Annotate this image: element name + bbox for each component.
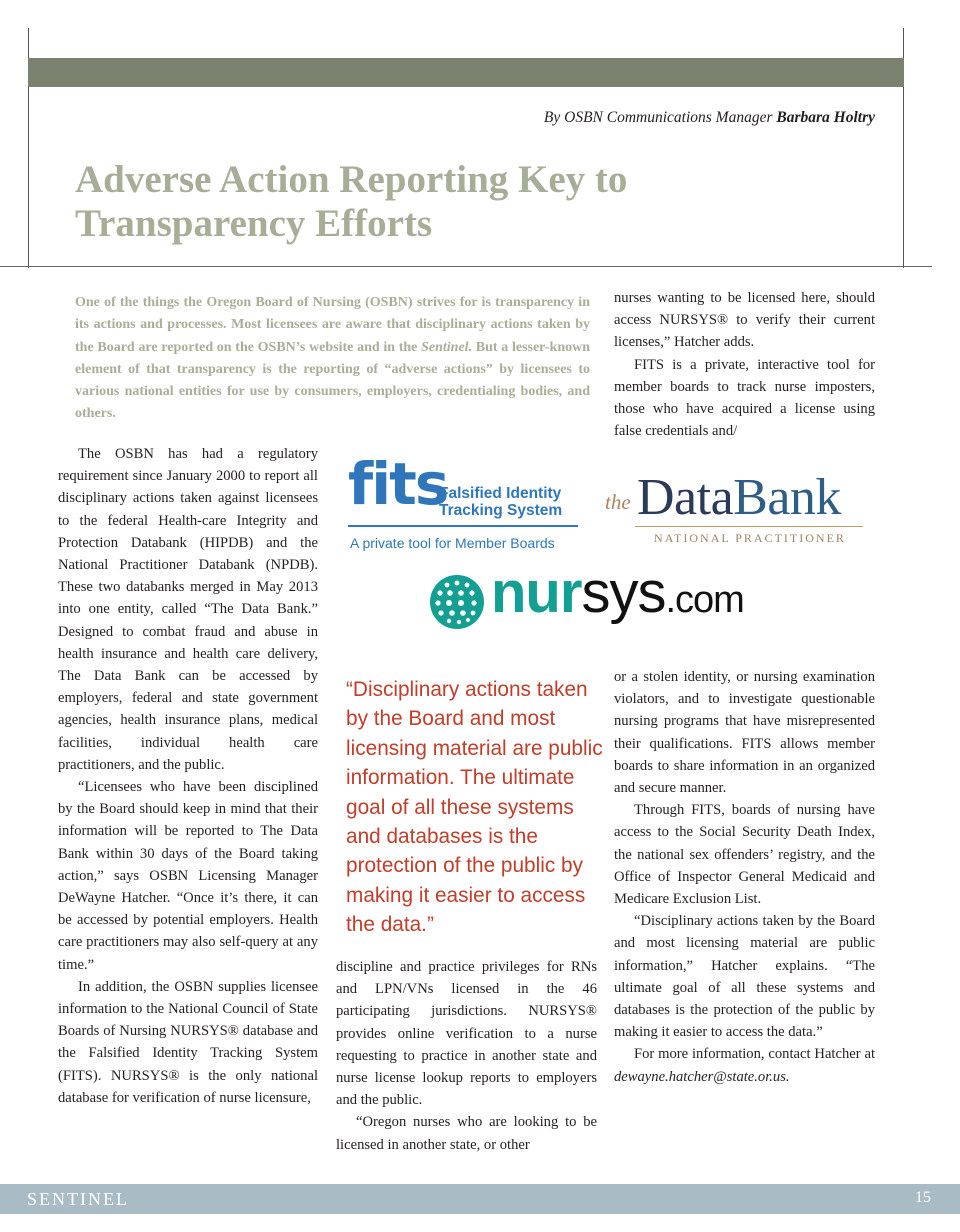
databank-data: Data — [637, 469, 734, 526]
globe-icon — [428, 573, 486, 631]
nursys-logo — [428, 560, 788, 650]
fits-name-line-1: Falsified Identity — [439, 485, 562, 502]
column-3-top — [614, 287, 875, 442]
col1-paragraph-2: “Licensees who have been disciplined by the Board should keep in mind that their information will be reported to The Data Bank within 30 days of the Board taking action,” says OSBN Licensing Manager DeWayne Hatcher. “Once it’s there, it can be accessed by potential employers. Health care practitioners may also self-query at any time.” — [58, 779, 318, 973]
col1-paragraph-1: The OSBN has had a regulatory requirement since January 2000 to report all disciplinary actions taken against licensees to the federal Health-care Integrity and Protection Databank (HIPDB) and the National Practitioner Databank (NPDB). These two databanks merged in May 2013 into one entity, called “The Data Bank.” Designed to combat fraud and abuse in health insurance and health care delivery, The Data Bank can be accessed by employers, federal and state government agencies, health insurance plans, medical facilities, individual health care practitioners, and the public. — [58, 446, 318, 773]
byline — [544, 109, 875, 127]
intro-publication: Sentinel. — [421, 339, 473, 355]
fits-name — [439, 485, 562, 519]
intro-paragraph — [75, 292, 590, 426]
article-title: Adverse Action Reporting Key to Transparency Efforts — [75, 158, 628, 245]
databank-wordmark — [637, 468, 841, 527]
column-1 — [58, 443, 318, 1109]
nursys-wordmark — [491, 559, 744, 626]
contact-email: dewayne.hatcher@state.or.us. — [614, 1068, 790, 1085]
column-2 — [336, 956, 597, 1156]
col1-paragraph-3: In addition, the OSBN supplies licensee information to the National Council of State Boards of Nursing NURSYS® database and the Falsified Identity Tracking System (FITS). NURSYS® is the only national database for verification of nurse licensure, — [58, 978, 318, 1106]
col3-bottom-paragraph-1: or a stolen identity, or nursing examination violators, and to investigate questionable nursing programs that have misrepresented their qualifications. FITS allows member boards to share information in an organized and secure manner. — [614, 669, 875, 797]
nursys-nur: nur — [491, 560, 582, 625]
col2-paragraph-2: “Oregon nurses who are looking to be licensed in another state, or other — [336, 1114, 597, 1153]
col3-bottom-paragraph-4 — [614, 1043, 875, 1087]
col3-top-paragraph-2: FITS is a private, interactive tool for member boards to track nurse imposters, those who have acquired a license using false credentials and/ — [614, 356, 875, 440]
pull-quote: “Disciplinary actions taken by the Board and most licensing material are public information. The ultimate goal of all these systems and databases is the protection of the public by making it easier to access the data.” — [346, 678, 603, 937]
byline-prefix: By OSBN Communications Manager — [543, 109, 777, 126]
fits-tagline: A private tool for Member Boards — [350, 535, 555, 551]
title-divider — [0, 266, 932, 267]
byline-author: Barbara Holtry — [776, 109, 875, 126]
databank-the: the — [605, 490, 631, 514]
col2-paragraph-1: discipline and practice privileges for RNs and LPN/VNs licensed in the 46 participating jurisdictions. NURSYS® provides online verification to a nurse requesting to practice in another state and nurse license lookup reports to employers and the public. — [336, 959, 597, 1109]
footer-publication: SENTINEL — [27, 1189, 129, 1209]
page-number: 15 — [915, 1189, 931, 1206]
contact-text: For more information, contact Hatcher at — [634, 1046, 875, 1063]
databank-rule — [635, 526, 863, 527]
intro-text-1: One of the things the Oregon Board of Nursing (OSBN) strives for is transparency in its actions and processes. Most licensees are aware that disciplinary actions taken by the Board are reported on the OSBN’s website and in the — [75, 295, 590, 355]
nursys-sys: sys — [581, 560, 666, 625]
databank-subtitle: NATIONAL PRACTITIONER — [654, 531, 846, 545]
fits-name-line-2: Tracking System — [439, 502, 563, 519]
column-3-bottom — [614, 666, 875, 1088]
databank-bank: Bank — [733, 469, 841, 526]
page-footer — [0, 1184, 960, 1214]
intro-text-2: But a lesser-known element of that transparency is the reporting of “adverse actions” by licensees to various national entities for use by consumers, employers, credentialing bodies, and others. — [75, 339, 590, 422]
col3-bottom-paragraph-2: Through FITS, boards of nursing have access to the Social Security Death Index, the national sex offenders’ registry, and the Office of Inspector General Medicaid and Medicare Exclusion List. — [614, 802, 875, 908]
col3-bottom-paragraph-3: “Disciplinary actions taken by the Board and most licensing material are public information,” Hatcher explains. “The ultimate goal of all these systems and databases is the protection of the public by making it easier to access the data.” — [614, 913, 875, 1041]
nursys-com: .com — [665, 579, 744, 621]
fits-rule — [348, 525, 578, 527]
fits-wordmark: fits — [348, 450, 448, 518]
col3-top-paragraph-1: nurses wanting to be licensed here, should access NURSYS® to verify their current licenses,” Hatcher adds. — [614, 290, 875, 351]
header-color-bar — [28, 58, 904, 87]
databank-logo — [605, 469, 867, 550]
fits-logo — [348, 452, 583, 554]
